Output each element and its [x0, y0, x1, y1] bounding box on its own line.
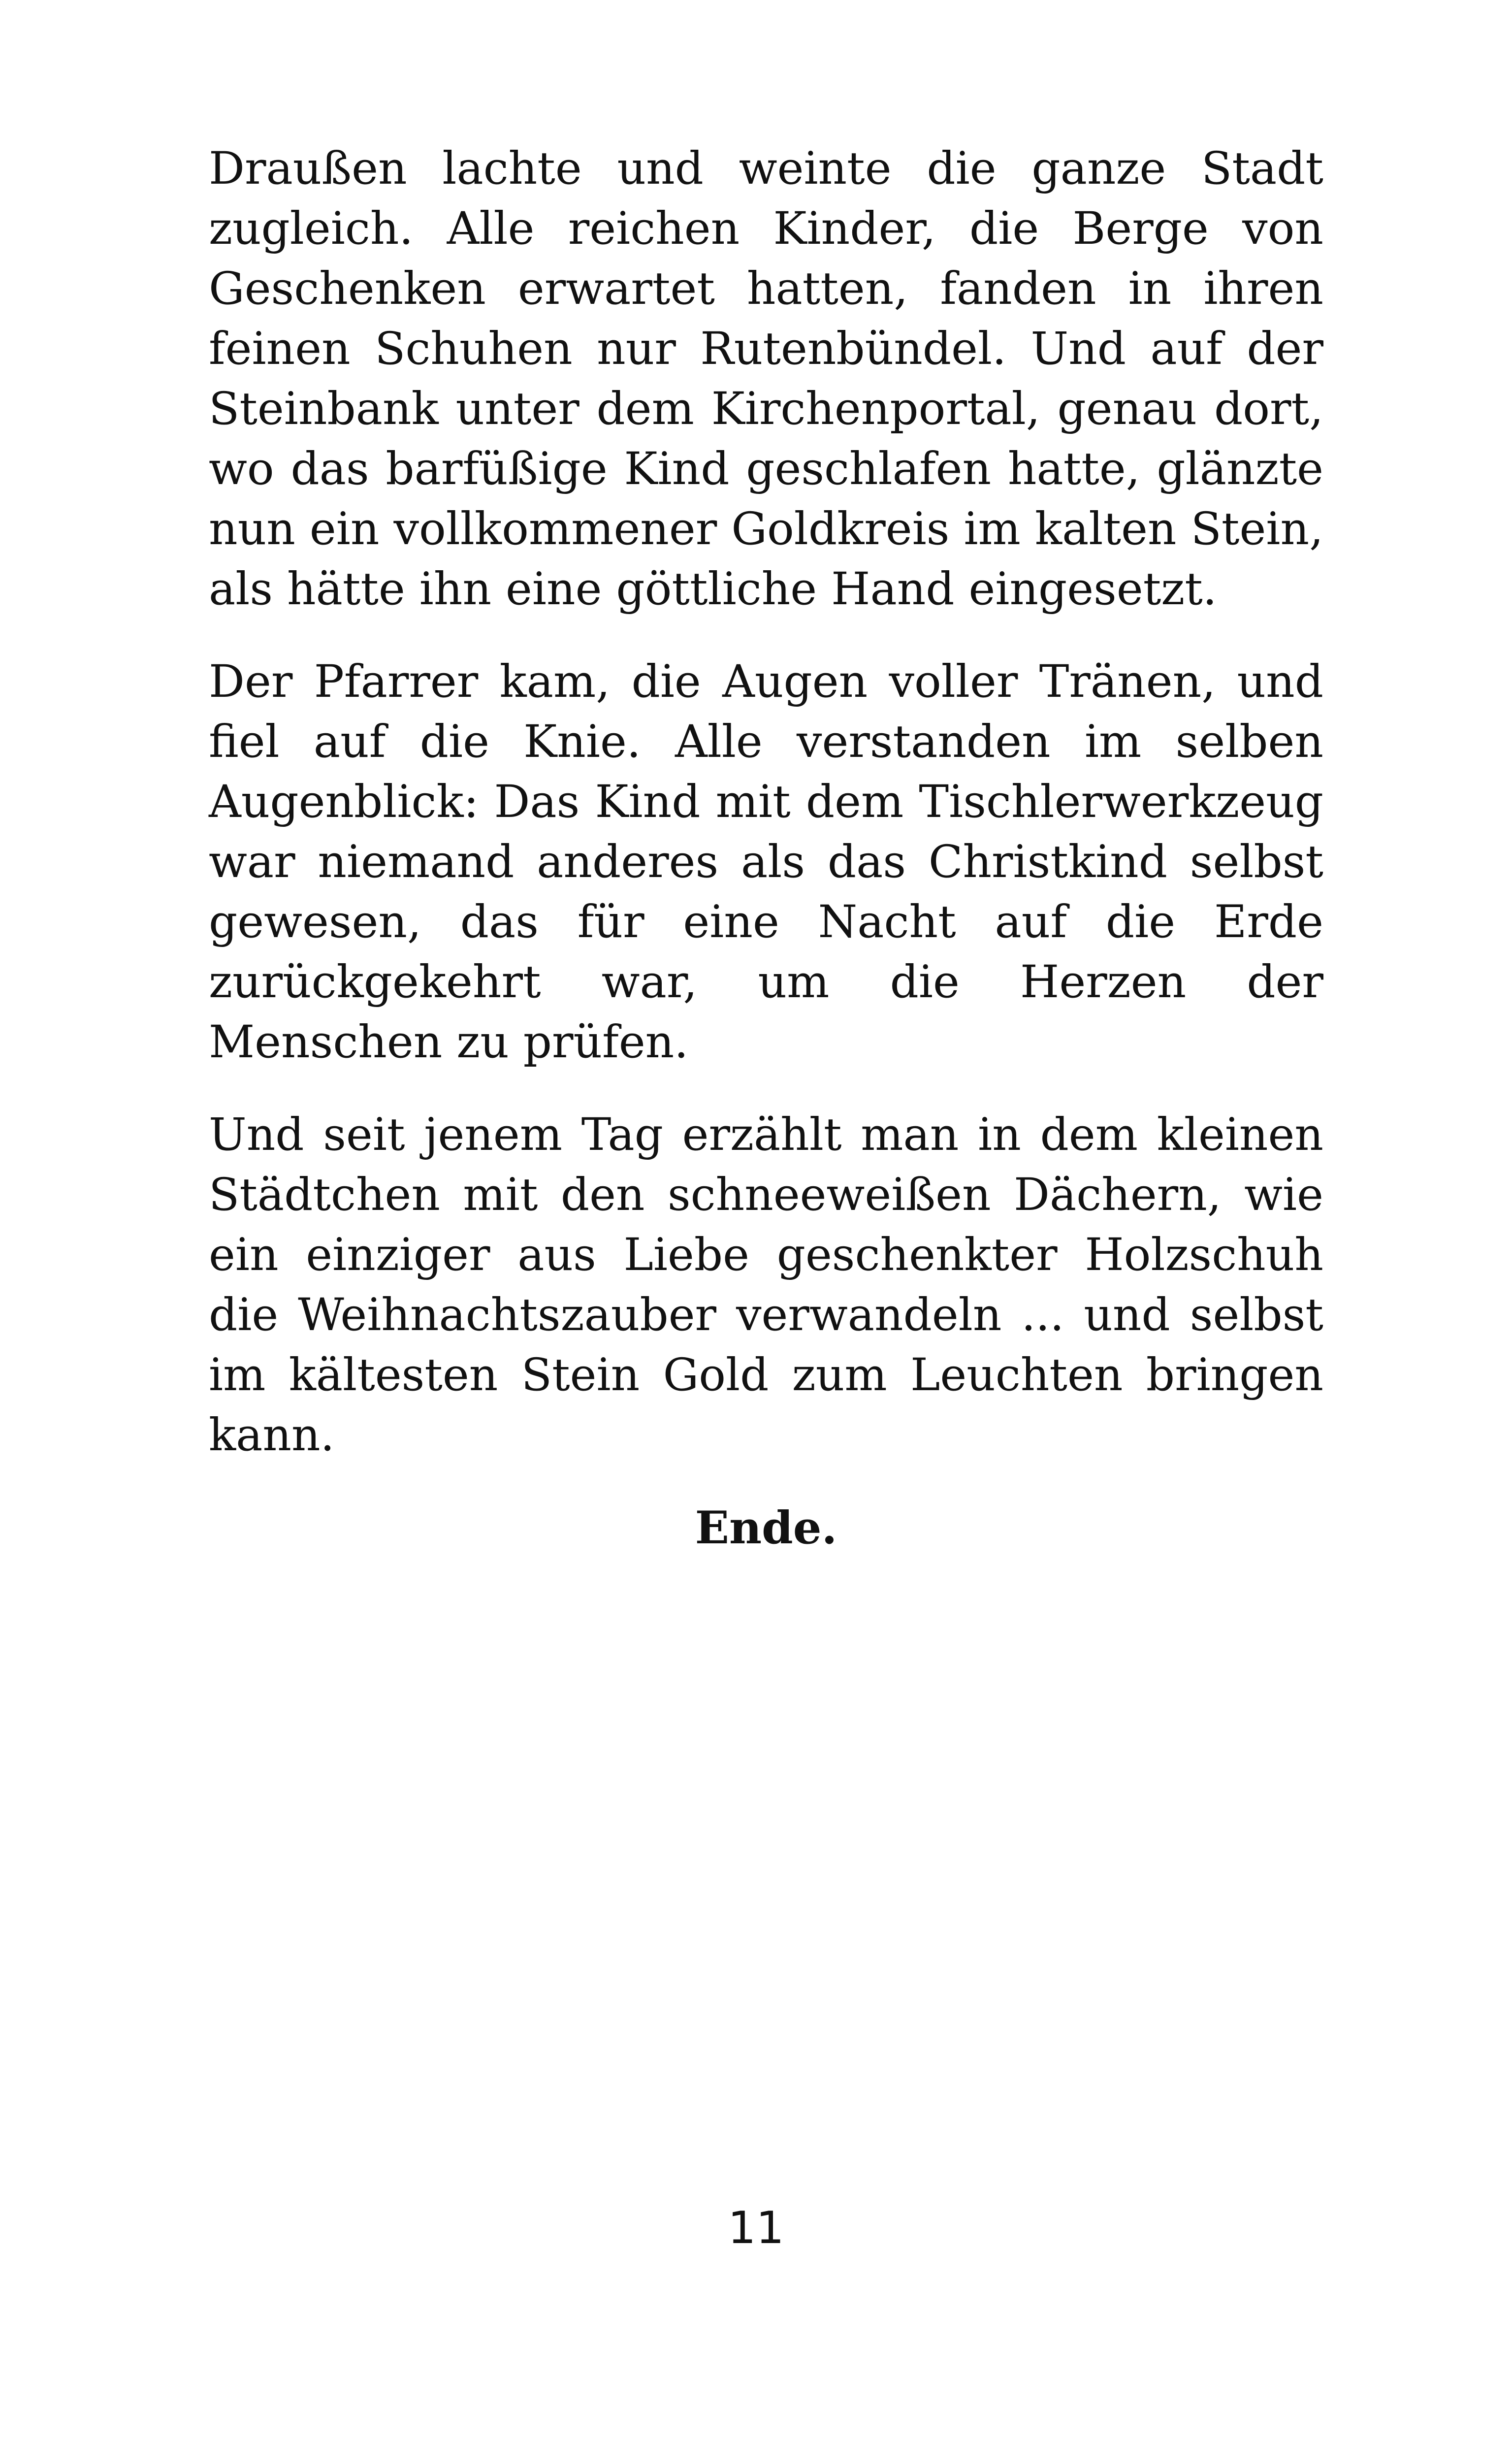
- paragraph-1: Draußen lachte und weinte die ganze Stadt zugleich. Alle reichen Kinder, die Berge von Geschenken erwartet hatten, fanden in ihren feinen Schuhen nur Rutenbündel. Und auf der Steinbank unter dem Kirchenportal, genau dort, wo das barfüßige Kind geschlafen hatte, glänzte nun ein vollkommener Goldkreis im kalten Stein, als hätte ihn eine göttliche Hand eingesetzt.: [209, 143, 1323, 615]
- page-number: 11: [728, 2202, 784, 2254]
- paragraph-2: Der Pfarrer kam, die Augen voller Tränen, und fiel auf die Knie. Alle verstanden im selben Augenblick: Das Kind mit dem Tischlerwerkzeug war niemand anderes als das Christkind selbst gewesen, das für eine Nacht auf die Erde zurückgekehrt war, um die Herzen der Menschen zu prüfen.: [209, 656, 1323, 1068]
- story-text: [209, 139, 1323, 1591]
- ending-text: Ende.: [695, 1502, 837, 1554]
- paragraph-3: Und seit jenem Tag erzählt man in dem kleinen Städtchen mit den schneeweißen Dächern, wie ein einziger aus Liebe geschenkter Holzschuh die Weihnachtszauber verwandeln ... und selbst im kältesten Stein Gold zum Leuchten bringen kann.: [209, 1109, 1323, 1461]
